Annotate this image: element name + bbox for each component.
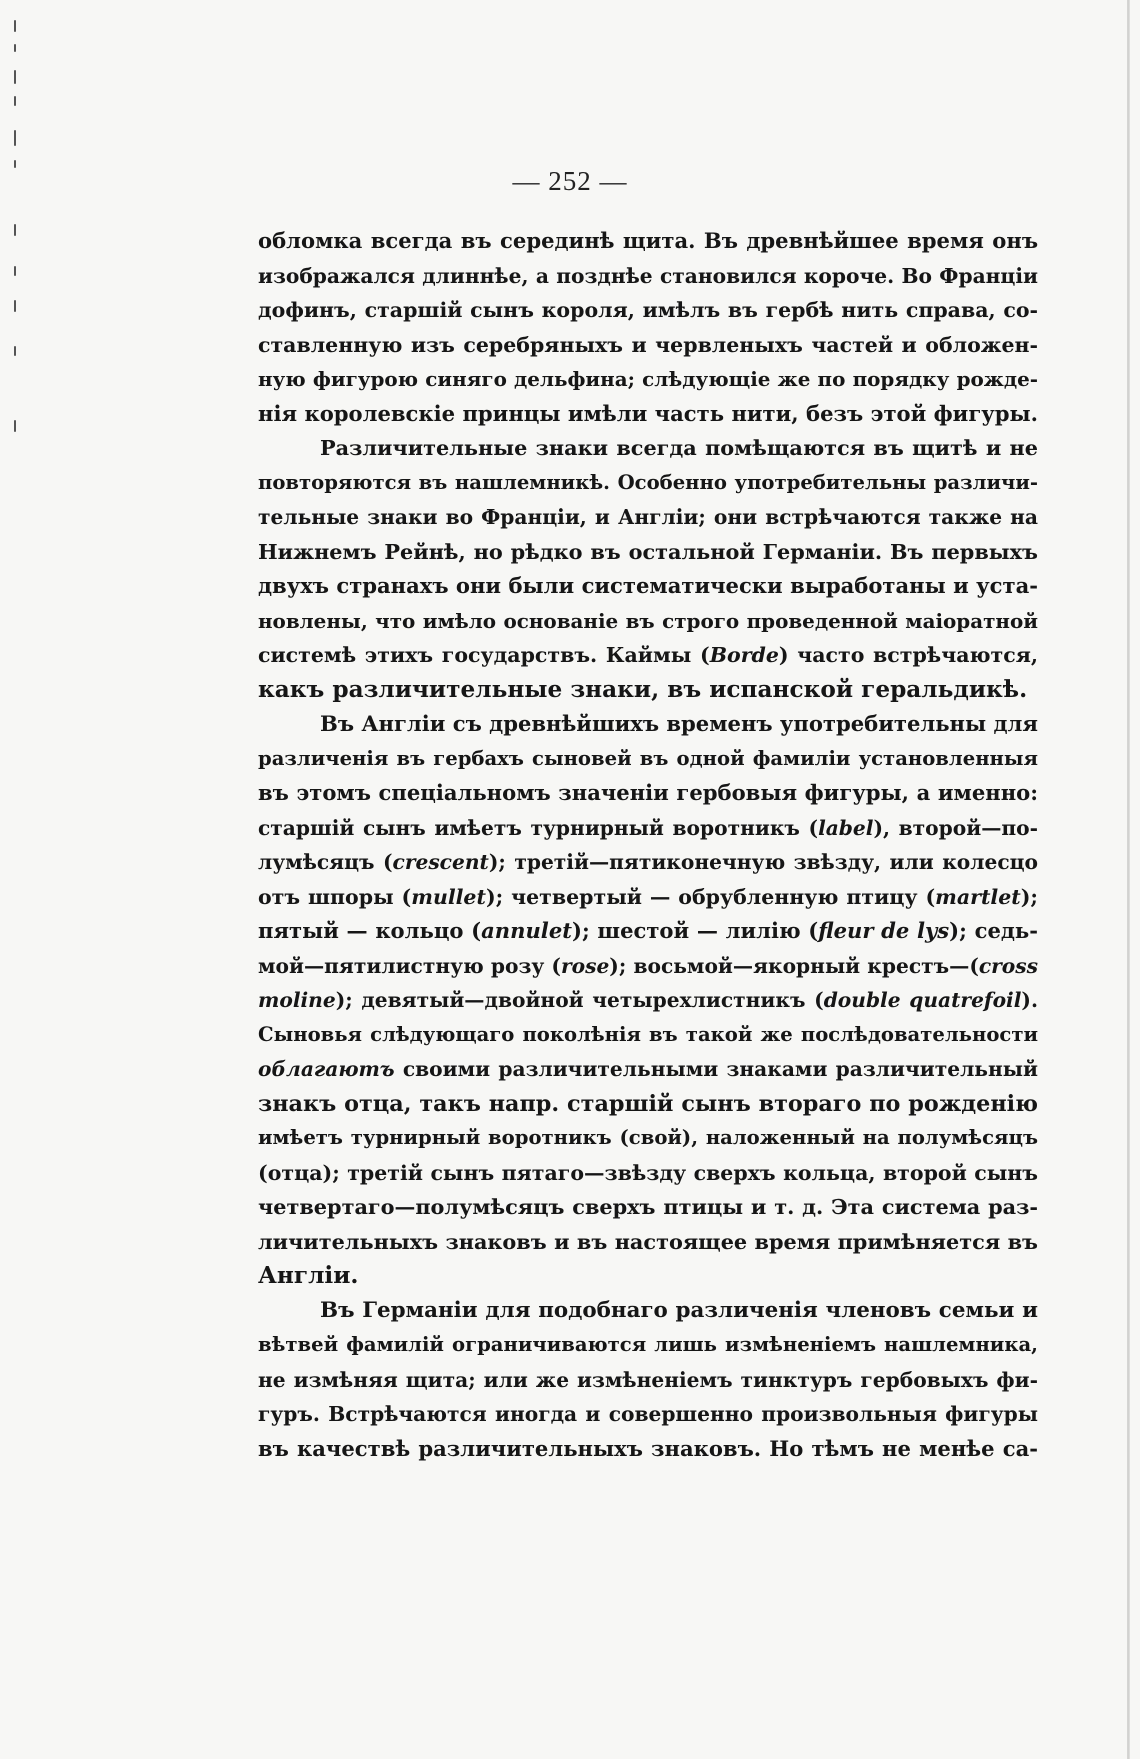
italic-term: moline [258, 988, 336, 1012]
paragraph-3 [258, 707, 1038, 1294]
text-fragment: мой—пятилистную розу ( [258, 953, 561, 978]
paragraph-4 [258, 1294, 1038, 1467]
text-line: личительныхъ знаковъ и въ настоящее время примѣняется въ [258, 1228, 1038, 1254]
text-line: въ этомъ спеціальномъ значеніи гербовыя фигуры, а именно: [258, 780, 1038, 805]
scan-margin-marks [10, 0, 20, 500]
text-fragment: ) часто встрѣчаются, [778, 643, 1038, 667]
text-line: Различительные знаки всегда помѣщаются въ щитѣ и не [320, 435, 1038, 460]
text-line: тельные знаки во Франціи, и Англіи; они встрѣчаются также на [258, 505, 1038, 529]
italic-term: martlet [935, 884, 1021, 909]
text-line: изображался длиннѣе, а позднѣе становился короче. Во Франціи [258, 263, 1038, 288]
text-line: имѣетъ турнирный воротникъ (свой), наложенный на полумѣсяцъ [258, 1126, 1038, 1149]
text-line [258, 811, 1038, 846]
text-line: гуръ. Встрѣчаются иногда и совершенно произвольныя фигуры [258, 1402, 1038, 1426]
italic-term: annulet [481, 918, 572, 943]
paragraph-2 [258, 431, 1038, 707]
text-fragment: ); девятый—двойной четырехлистникъ ( [335, 988, 824, 1012]
text-line: ставленную изъ серебряныхъ и червленыхъ частей и обложен- [258, 332, 1038, 357]
text-line: въ качествѣ различительныхъ знаковъ. Но тѣмъ не менѣе са- [258, 1435, 1038, 1461]
italic-term: cross [978, 953, 1038, 978]
text-fragment: ); третій—пятиконечную звѣзду, или колесцо [488, 850, 1038, 874]
text-line [258, 638, 1038, 673]
page-body [258, 224, 1038, 1466]
text-line: знакъ отца, такъ напр. старшій сынъ втораго по рожденію [258, 1090, 1038, 1117]
paragraph-1 [258, 224, 1038, 431]
text-fragment: ); четвертый — обрубленную птицу ( [485, 884, 936, 909]
italic-term: fleur de lys [818, 918, 950, 943]
text-fragment: отъ шпоры ( [258, 884, 412, 909]
text-line: Англіи. [258, 1262, 359, 1289]
text-fragment: своими различительными знаками различительный [394, 1057, 1038, 1081]
text-fragment: старшій сынъ имѣетъ турнирный воротникъ ( [258, 815, 819, 840]
text-fragment: ), второй—по- [873, 815, 1039, 840]
text-line: Нижнемъ Рейнѣ, но рѣдко въ остальной Германіи. Въ первыхъ [258, 538, 1038, 564]
text-fragment: системѣ этихъ государствъ. Каймы ( [258, 643, 710, 667]
italic-term: mullet [411, 884, 486, 909]
text-line: не измѣняя щита; или же измѣненіемъ тинктуръ гербовыхъ фи- [258, 1367, 1038, 1392]
text-fragment: пятый — кольцо ( [258, 918, 482, 943]
text-line: вѣтвей фамилій ограничиваются лишь измѣненіемъ нашлемника, [258, 1333, 1038, 1356]
text-line [258, 949, 1038, 984]
italic-term: облагаютъ [258, 1057, 395, 1081]
text-fragment: ); восьмой—якорный крестъ—( [609, 953, 979, 978]
italic-term: rose [560, 953, 610, 978]
text-line: Сыновья слѣдующаго поколѣнія въ такой же послѣдовательности [258, 1022, 1038, 1046]
text-line: ную фигурою синяго дельфина; слѣдующіе же по порядку рожде- [258, 367, 1038, 391]
text-fragment: ); [1020, 884, 1038, 909]
text-line: двухъ странахъ они были систематически выработаны и уста- [258, 573, 1038, 598]
text-line [258, 880, 1038, 915]
text-line [258, 914, 1038, 949]
text-line [258, 1052, 1038, 1087]
scan-edge [1127, 0, 1130, 1759]
text-line [258, 983, 1038, 1018]
text-line: новлены, что имѣло основаніе въ строго проведенной маіоратной [258, 608, 1038, 633]
text-fragment: лумѣсяцъ ( [258, 850, 393, 874]
text-line: Въ Англіи съ древнѣйшихъ временъ употребительны для [320, 711, 1038, 736]
text-line: какъ различительные знаки, въ испанской геральдикѣ. [258, 675, 1028, 703]
text-line: Въ Германіи для подобнаго различенія членовъ семьи и [320, 1297, 1038, 1323]
italic-term: label [818, 815, 874, 840]
page-number: — 252 — [512, 166, 628, 196]
text-line: (отца); третій сынъ пятаго—звѣзду сверхъ кольца, второй сынъ [258, 1160, 1038, 1185]
text-line: различенія въ гербахъ сыновей въ одной фамиліи установленныя [258, 746, 1038, 770]
text-line: обломка всегда въ серединѣ щита. Въ древнѣйшее время онъ [258, 228, 1038, 253]
text-line: четвертаго—полумѣсяцъ сверхъ птицы и т. д. Эта система раз- [258, 1194, 1038, 1219]
text-fragment: ); шестой — лилію ( [571, 918, 819, 943]
text-line [258, 845, 1038, 880]
italic-term: double quatrefoil [823, 988, 1022, 1012]
text-line: нія королевскіе принцы имѣли часть нити, безъ этой фигуры. [258, 400, 1038, 426]
italic-term: Borde [709, 643, 779, 667]
text-fragment: ); седь- [949, 918, 1038, 943]
italic-term: crescent [392, 850, 489, 874]
text-line: повторяются въ нашлемникѣ. Особенно употребительны различи- [258, 470, 1038, 494]
text-fragment: ). [1021, 988, 1038, 1012]
text-line: дофинъ, старшій сынъ короля, имѣлъ въ гербѣ нить справа, со- [258, 298, 1038, 322]
